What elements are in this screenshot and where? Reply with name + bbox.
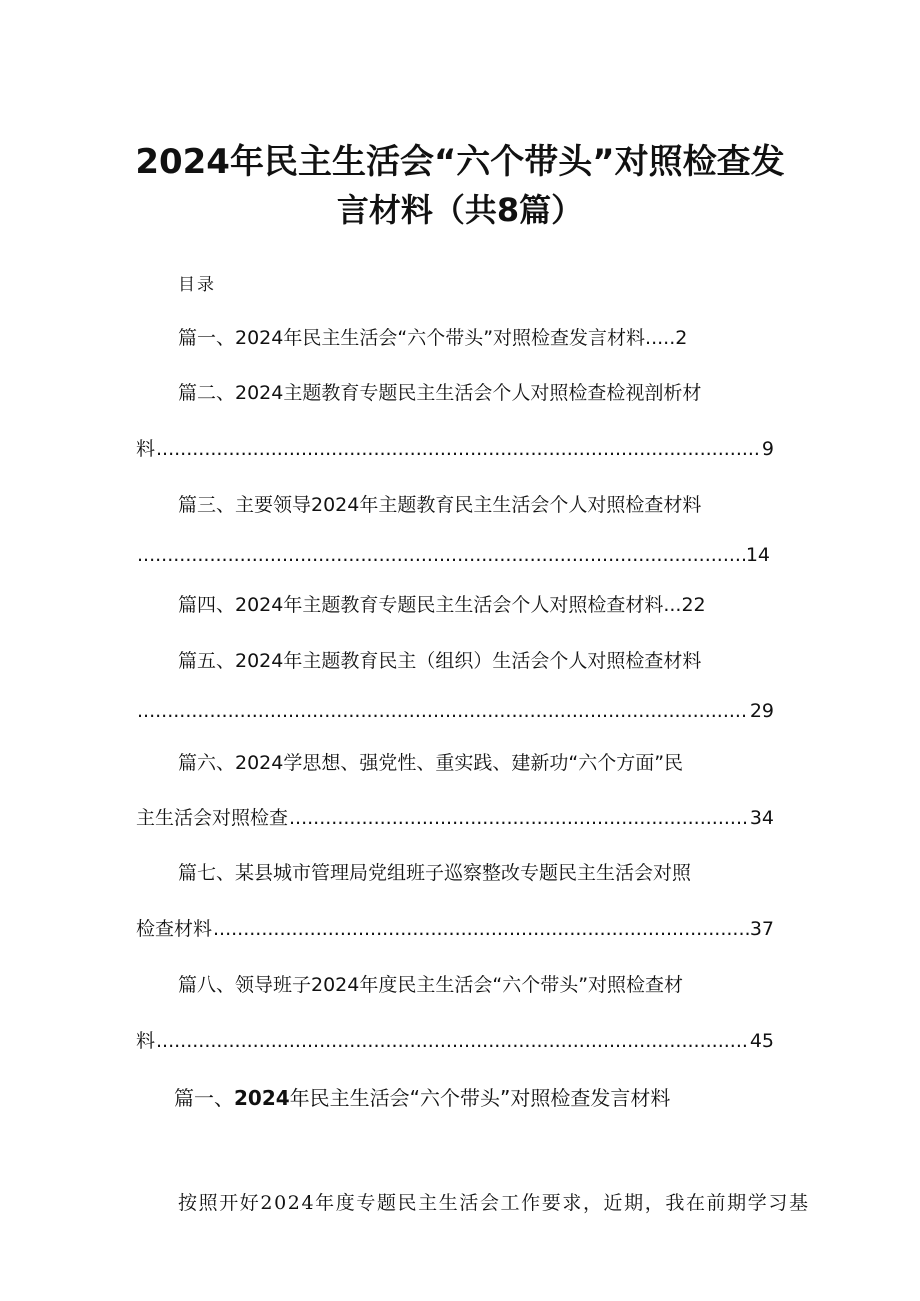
toc-leader-dots: [156, 436, 761, 462]
toc-heading: 目录: [178, 275, 216, 295]
toc-entry-6-line2[interactable]: [136, 805, 774, 831]
toc-entry-6-page: 34: [749, 807, 774, 829]
toc-entry-7-tail: 检查材料: [136, 918, 213, 940]
toc-entry-3-page: 14: [745, 544, 770, 566]
toc-entry-2-page: 9: [761, 438, 774, 460]
toc-entry-6-tail: 主生活会对照检查: [136, 807, 289, 829]
toc-entry-3-line1[interactable]: 篇三、主要领导2024年主题教育民主生活会个人对照检查材料: [178, 494, 702, 516]
document-title-line1: 2024年民主生活会“六个带头”对照检查发: [135, 142, 785, 182]
toc-entry-7-page: 37: [749, 918, 774, 940]
toc-leader-dots: [289, 805, 749, 831]
toc-entry-2-tail: 料: [136, 438, 156, 460]
toc-leader-dots: [213, 916, 749, 942]
body-paragraph-first-line: 按照开好2024年度专题民主生活会工作要求，近期，我在前期学习基: [178, 1192, 810, 1214]
section-heading-prefix: 篇一、: [174, 1086, 234, 1110]
toc-entry-5-line2[interactable]: [136, 698, 774, 724]
toc-entry-3-line2[interactable]: [136, 542, 770, 568]
section-heading: [174, 1084, 670, 1112]
toc-entry-2-line2[interactable]: [136, 436, 774, 462]
toc-entry-7-line2[interactable]: [136, 916, 774, 942]
toc-entry-1[interactable]: 篇一、2024年民主生活会“六个带头”对照检查发言材料.....2: [178, 327, 688, 349]
toc-entry-7-line1[interactable]: 篇七、某县城市管理局党组班子巡察整改专题民主生活会对照: [178, 862, 692, 884]
toc-entry-8-line2[interactable]: [136, 1028, 774, 1054]
toc-entry-8-tail: 料: [136, 1030, 156, 1052]
toc-entry-5-page: 29: [749, 700, 774, 722]
toc-entry-5-line1[interactable]: 篇五、2024年主题教育民主（组织）生活会个人对照检查材料: [178, 650, 702, 672]
section-heading-rest: 年民主生活会“六个带头”对照检查发言材料: [289, 1086, 671, 1110]
toc-entry-4[interactable]: 篇四、2024年主题教育专题民主生活会个人对照检查材料...22: [178, 594, 706, 616]
toc-entry-2-line1[interactable]: 篇二、2024主题教育专题民主生活会个人对照检查检视剖析材: [178, 382, 702, 404]
section-heading-year: 2024: [234, 1086, 290, 1110]
toc-leader-dots: [137, 542, 745, 568]
toc-entry-8-line1[interactable]: 篇八、领导班子2024年度民主生活会“六个带头”对照检查材: [178, 974, 684, 996]
toc-leader-dots: [156, 1028, 749, 1054]
document-title-line2: 言材料（共8篇）: [336, 191, 584, 229]
toc-entry-6-line1[interactable]: 篇六、2024学思想、强党性、重实践、建新功“六个方面”民: [178, 752, 684, 774]
toc-leader-dots: [137, 698, 749, 724]
toc-entry-8-page: 45: [749, 1030, 774, 1052]
